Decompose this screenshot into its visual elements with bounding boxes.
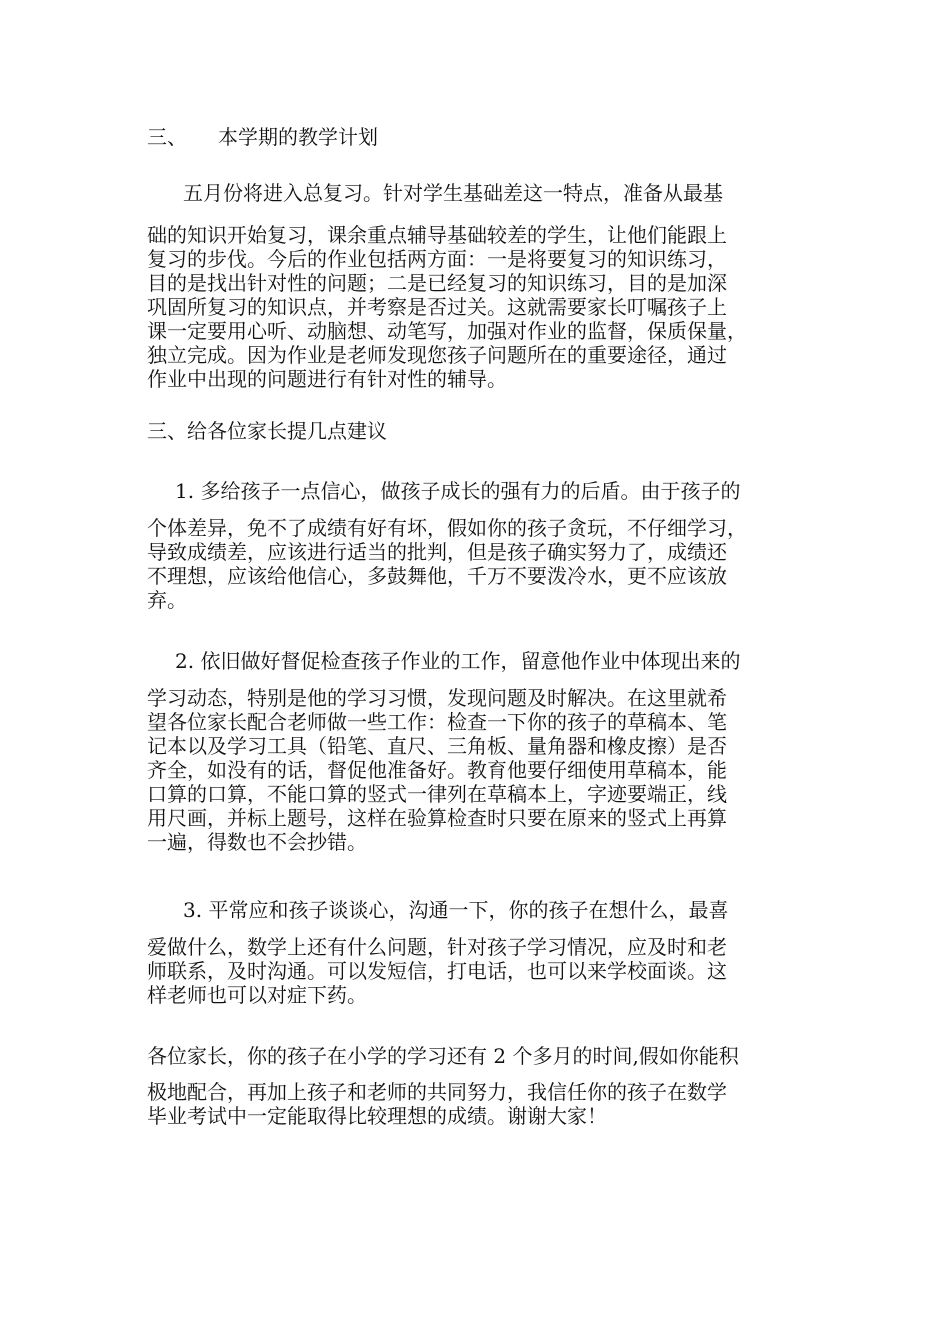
suggestion-item-2-line: 一遍，得数也不会抄错。	[147, 830, 367, 854]
plan-paragraph-line: 巩固所复习的知识点，并考察是否过关。这就需要家长叮嘱孩子上	[147, 295, 727, 319]
closing-line: 各位家长，你的孩子在小学的学习还有 2 个多月的时间,假如你能积	[147, 1044, 739, 1068]
suggestion-item-3-line: 样老师也可以对症下药。	[147, 983, 367, 1007]
suggestion-item-1-line: 1. 多给孩子一点信心，做孩子成长的强有力的后盾。由于孩子的	[175, 479, 741, 503]
plan-paragraph-line: 课一定要用心听、动脑想、动笔写，加强对作业的监督，保质保量，	[147, 319, 747, 343]
suggestion-item-2-line: 记本以及学习工具（铅笔、直尺、三角板、量角器和橡皮擦）是否	[147, 734, 727, 758]
suggestion-item-2-line: 用尺画，并标上题号，这样在验算检查时只要在原来的竖式上再算	[147, 806, 727, 830]
suggestion-item-2-line: 望各位家长配合老师做一些工作：检查一下你的孩子的草稿本、笔	[147, 710, 727, 734]
closing-line: 极地配合，再加上孩子和老师的共同努力，我信任你的孩子在数学	[147, 1080, 727, 1104]
closing-line: 毕业考试中一定能取得比较理想的成绩。谢谢大家！	[147, 1104, 607, 1128]
suggestions-title: 三、给各位家长提几点建议	[147, 419, 387, 443]
plan-paragraph-line: 作业中出现的问题进行有针对性的辅导。	[147, 367, 507, 391]
plan-paragraph-line: 础的知识开始复习，课余重点辅导基础较差的学生，让他们能跟上	[147, 223, 727, 247]
suggestion-item-2-line: 学习动态，特别是他的学习习惯，发现问题及时解决。在这里就希	[147, 686, 727, 710]
suggestion-item-1-line: 不理想，应该给他信心，多鼓舞他，千万不要泼冷水，更不应该放	[147, 564, 727, 588]
suggestion-item-1-line: 弃。	[147, 588, 187, 612]
suggestion-item-3-line: 师联系，及时沟通。可以发短信，打电话，也可以来学校面谈。这	[147, 959, 727, 983]
suggestion-item-2-line: 2. 依旧做好督促检查孩子作业的工作，留意他作业中体现出来的	[175, 649, 741, 673]
plan-paragraph-line: 五月份将进入总复习。针对学生基础差这一特点，准备从最基	[183, 181, 723, 205]
suggestion-item-1-line: 导致成绩差，应该进行适当的批判，但是孩子确实努力了，成绩还	[147, 540, 727, 564]
section-title: 本学期的教学计划	[218, 125, 378, 149]
suggestion-item-1-line: 个体差异，免不了成绩有好有坏，假如你的孩子贪玩，不仔细学习，	[147, 516, 747, 540]
section-number: 三、	[147, 125, 187, 149]
plan-paragraph-line: 独立完成。因为作业是老师发现您孩子问题所在的重要途径，通过	[147, 343, 727, 367]
suggestion-item-2-line: 口算的口算，不能口算的竖式一律列在草稿本上，字迹要端正，线	[147, 782, 727, 806]
plan-paragraph-line: 目的是找出针对性的问题；二是已经复习的知识练习，目的是加深	[147, 271, 727, 295]
suggestion-item-3-line: 爱做什么，数学上还有什么问题，针对孩子学习情况，应及时和老	[147, 935, 727, 959]
suggestion-item-2-line: 齐全，如没有的话，督促他准备好。教育他要仔细使用草稿本，能	[147, 758, 727, 782]
plan-paragraph-line: 复习的步伐。今后的作业包括两方面：一是将要复习的知识练习，	[147, 247, 727, 271]
suggestion-item-3-line: 3. 平常应和孩子谈谈心，沟通一下，你的孩子在想什么，最喜	[183, 898, 729, 922]
